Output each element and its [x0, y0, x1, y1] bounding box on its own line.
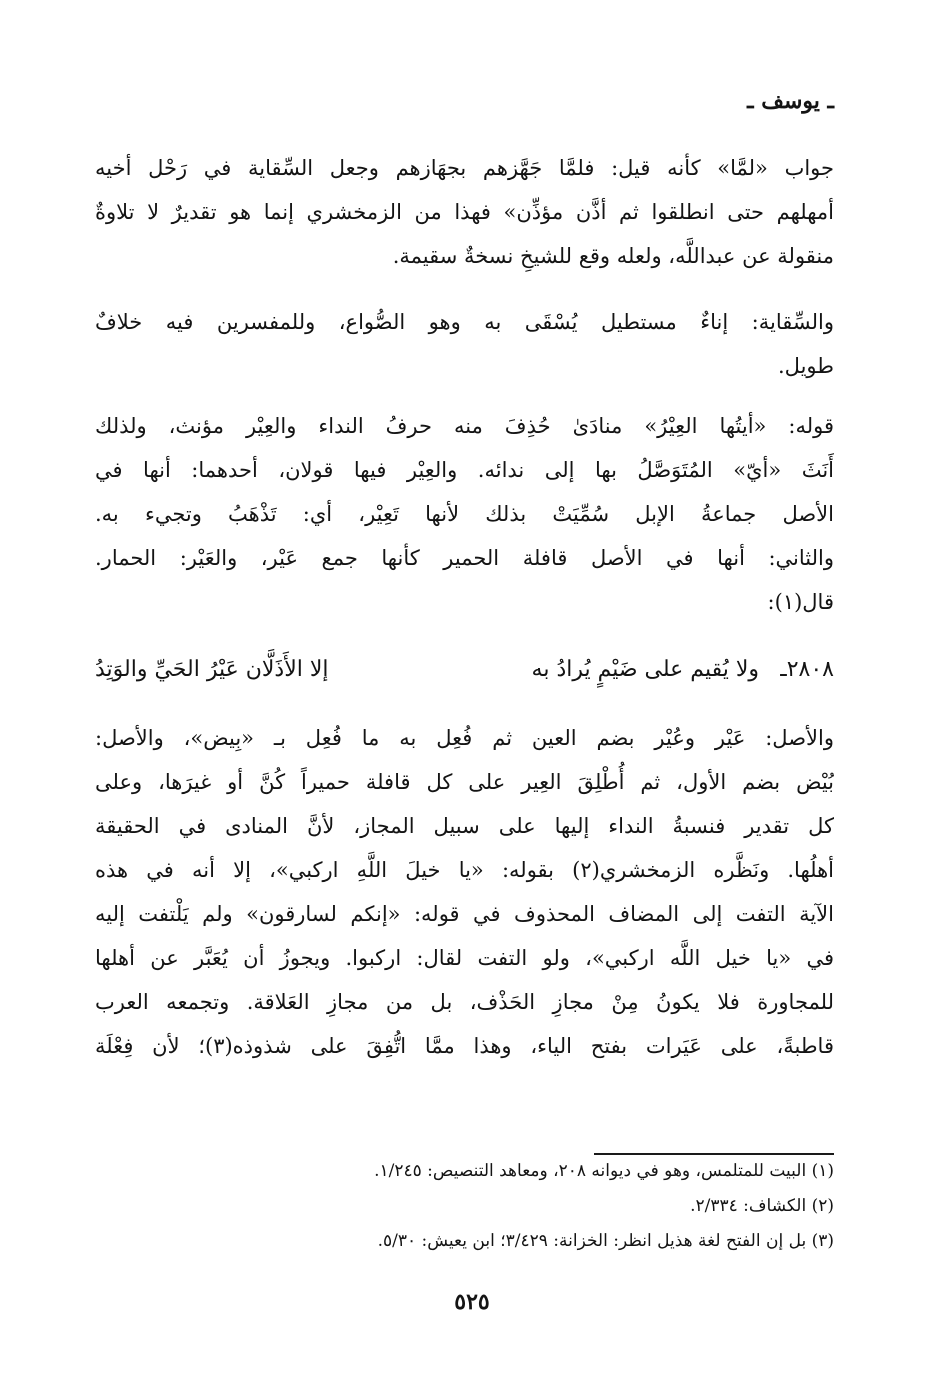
- footnote: (١) البيت للمتلمس، وهو في ديوانه ٢٠٨، ومعاهد التنصيص: ١/٢٤٥.: [374, 1161, 834, 1181]
- verse-first-hemistich: ولا يُقيم على ضَيْمٍ يُرادُ به: [531, 657, 759, 682]
- text-line: في «يا خيل اللَّه اركبي»، ولو التفت لقال: اركبوا. ويجوزُ أن يُعَبَّر عن أهلها: [95, 946, 834, 970]
- footnotes: [95, 1154, 834, 1259]
- text-line: منقولة عن عبداللَّه، ولعله وقع للشيخِ نسخةٌ سقيمة.: [392, 244, 834, 268]
- running-header: ـ يوسف ـ: [747, 88, 834, 114]
- paragraph-4: [95, 716, 834, 1068]
- text-line: والأصل: عَيْر وعُيْر بضم العين ثم فُعِل به ما فُعِل بـ «بِيض»، والأصل:: [95, 726, 834, 750]
- text-line: قال(١):: [767, 590, 834, 614]
- text-line: أمهلهم حتى انطلقوا ثم أذَّن مؤذِّن» فهذا من الزمخشري إنما هو تقديرٌ لا تلاوةٌ: [95, 200, 834, 224]
- page-number: ٥٢٥: [454, 1289, 490, 1315]
- text-line: والسِّقاية: إناءٌ مستطيل يُسْقَى به وهو الصُّواع، وللمفسرين فيه خلافٌ: [95, 310, 834, 334]
- verse-second-hemistich: إلا الأَذَلَّان عَيْرُ الحَيِّ والوَتِدُ: [95, 657, 329, 682]
- text-line: بُيْض بضم الأول، ثم أُطْلِقَ العِير على كل قافلة حميراً كُنَّ أو غيرَها، وعلى: [95, 770, 834, 794]
- poetry-verse: [95, 648, 834, 692]
- text-line: أَنَثَ «أيّ» المُتَوَصَّلُ بها إلى ندائه. والعِيْر فيها قولان، أحدهما: أنها في: [95, 458, 834, 482]
- paragraph-2: [95, 300, 834, 388]
- text-line: كل تقدير فنسبةُ النداء إليها على سبيل المجاز، لأنَّ المنادى في الحقيقة: [95, 814, 834, 838]
- text-line: والثاني: أنها في الأصل قافلة الحمير كأنها جمع عَيْر، والعَيْر: الحمار.: [95, 546, 834, 570]
- footnote: (٢) الكشاف: ٢/٣٣٤.: [690, 1196, 834, 1216]
- text-line: للمجاورة فلا يكونُ مِنْ مجازِ الحَذْف، بل من مجازِ العَلاقة. وتجمعه العرب: [95, 990, 834, 1014]
- paragraph-3: [95, 404, 834, 624]
- text-line: الأصل جماعةُ الإبل سُمِّيَتْ بذلك لأنها تَعِيْر، أي: تَذْهَبُ وتجيء به.: [95, 502, 834, 526]
- text-line: قوله: «أيتُها العِيْرُ» منادَىٰ حُذِفَ منه حرفُ النداء والعِيْر مؤنث، ولذلك: [95, 414, 834, 438]
- text-line: طويل.: [778, 354, 834, 378]
- text-line: الآية التفت إلى المضاف المحذوف في قوله: «إنكم لسارقون» ولم يَلْتفت إليه: [95, 902, 834, 926]
- footnote: (٣) بل إن الفتح لغة هذيل انظر: الخزانة: ٣/٤٢٩؛ ابن يعيش: ٥/٣٠.: [377, 1231, 834, 1251]
- verse-number: ٢٨٠٨ـ: [780, 657, 834, 682]
- text-line: قاطبةً، على عَيَرات بفتح الياء، وهذا ممَّا اتُّفِقَ على شذوذه(٣)؛ لأن فِعْلَة: [95, 1034, 834, 1058]
- paragraph-1: [95, 146, 834, 278]
- text-line: جواب «لمَّا» كأنه قيل: فلمَّا جَهَّزهم بجهَازهم وجعل السِّقاية في رَحْل أخيه: [95, 156, 834, 180]
- text-line: أهلُها. ونَظَّره الزمخشري(٢) بقوله: «يا خيلَ اللَّهِ اركبي»، إلا أنه في هذه: [95, 858, 834, 882]
